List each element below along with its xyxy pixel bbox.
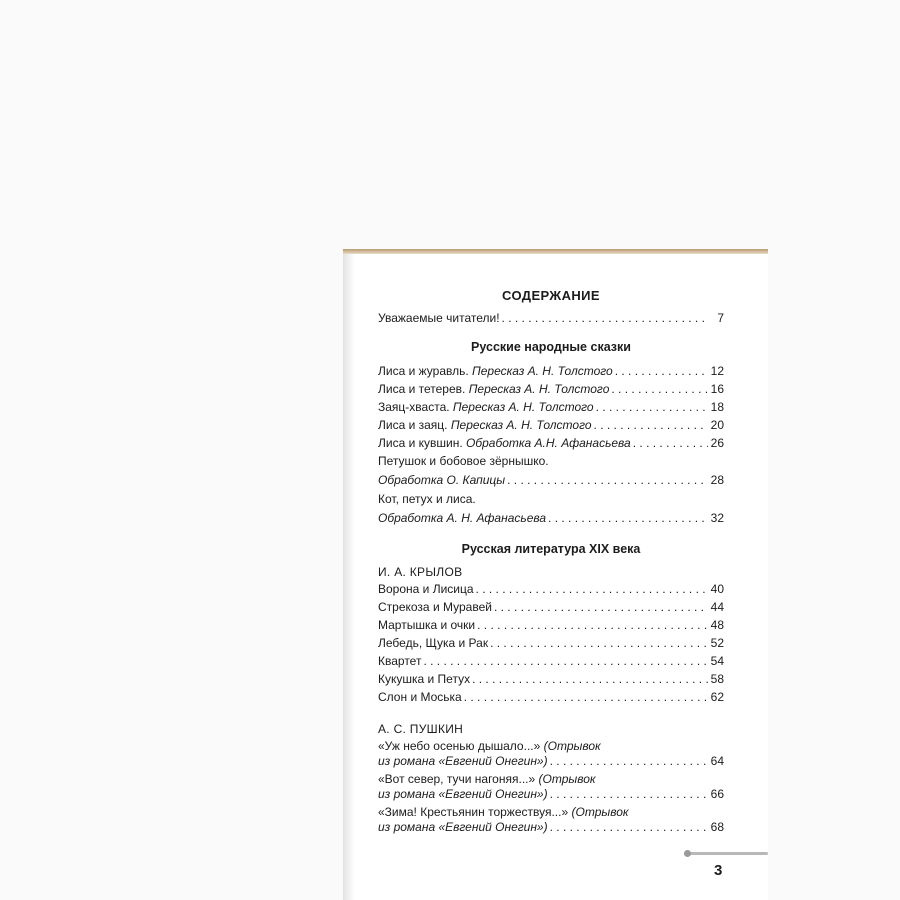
entry-page: 58 bbox=[710, 672, 724, 686]
entry-note: Пересказ А. Н. Толстого bbox=[472, 364, 613, 378]
entry-title: Мартышка и очки bbox=[378, 618, 476, 632]
entry-note: Обработка О. Капицы bbox=[378, 473, 506, 487]
entry-note: (Отрывок bbox=[571, 805, 629, 819]
leader-dots bbox=[472, 672, 708, 687]
leader-dots bbox=[477, 618, 708, 633]
entry-page: 44 bbox=[710, 600, 724, 614]
entry-page: 62 bbox=[710, 690, 724, 704]
entry-page: 12 bbox=[710, 364, 724, 378]
page-gutter-shadow bbox=[343, 254, 355, 900]
leader-dots bbox=[594, 418, 708, 433]
author-krylov: И. А. КРЫЛОВ bbox=[378, 565, 463, 579]
toc-entry bbox=[378, 690, 724, 705]
entry-title-line: Кот, петух и лиса. bbox=[378, 492, 476, 506]
entry-title: Уважаемые читатели! bbox=[378, 311, 500, 325]
entry-note: Пересказ А. Н. Толстого bbox=[452, 400, 594, 414]
toc-entry bbox=[378, 418, 724, 433]
entry-title: «Уж небо осенью дышало...» bbox=[378, 739, 541, 753]
leader-dots bbox=[550, 754, 708, 769]
leader-dots bbox=[548, 511, 708, 526]
entry-page: 26 bbox=[710, 436, 724, 450]
entry-page: 66 bbox=[710, 787, 724, 801]
page-top-edge bbox=[343, 249, 768, 254]
toc-entry bbox=[378, 754, 724, 769]
entry-page: 48 bbox=[710, 618, 724, 632]
entry-note: Обработка А.Н. Афанасьева bbox=[466, 436, 631, 450]
toc-entry bbox=[378, 400, 724, 415]
entry-title-line bbox=[378, 772, 724, 787]
entry-note: из романа «Евгений Онегин») bbox=[378, 787, 548, 801]
entry-page: 18 bbox=[710, 400, 724, 414]
leader-dots bbox=[476, 582, 708, 597]
leader-dots bbox=[550, 787, 708, 802]
entry-title: Заяц-хваста. bbox=[378, 400, 450, 414]
toc-entry bbox=[378, 787, 724, 802]
entry-title-line bbox=[378, 739, 724, 754]
leader-dots bbox=[494, 600, 708, 615]
leader-dots bbox=[550, 820, 708, 835]
entry-title: Лиса и тетерев. bbox=[378, 382, 466, 396]
entry-title: Кукушка и Петух bbox=[378, 672, 471, 686]
leader-dots bbox=[423, 654, 708, 669]
leader-dots bbox=[490, 636, 708, 651]
entry-title: Слон и Моська bbox=[378, 690, 462, 704]
entry-title: Лиса и кувшин. bbox=[378, 436, 463, 450]
entry-title: «Зима! Крестьянин торжествуя...» bbox=[378, 805, 569, 819]
entry-title-line bbox=[378, 805, 724, 820]
entry-note: из романа «Евгений Онегин») bbox=[378, 820, 548, 834]
entry-page: 28 bbox=[710, 473, 724, 487]
toc-entry bbox=[378, 600, 724, 615]
entry-page: 54 bbox=[710, 654, 724, 668]
entry-page: 68 bbox=[710, 820, 724, 834]
leader-dots bbox=[611, 382, 708, 397]
toc-entry bbox=[378, 382, 724, 397]
entry-page: 40 bbox=[710, 582, 724, 596]
leader-dots bbox=[502, 311, 708, 326]
table-of-contents bbox=[378, 284, 724, 835]
entry-page: 64 bbox=[710, 754, 724, 768]
toc-entry bbox=[378, 672, 724, 687]
entry-note: Пересказ А. Н. Толстого bbox=[450, 418, 592, 432]
entry-title: Стрекоза и Муравей bbox=[378, 600, 492, 614]
entry-note: (Отрывок bbox=[543, 739, 601, 753]
leader-dots bbox=[596, 400, 708, 415]
entry-page: 32 bbox=[710, 511, 724, 525]
toc-entry bbox=[378, 654, 724, 669]
entry-title: Квартет bbox=[378, 654, 422, 668]
entry-title: Лебедь, Щука и Рак bbox=[378, 636, 489, 650]
entry-note: Обработка А. Н. Афанасьева bbox=[378, 511, 547, 525]
toc-entry bbox=[378, 436, 724, 451]
entry-title: Лиса и журавль. bbox=[378, 364, 469, 378]
author-pushkin: А. С. ПУШКИН bbox=[378, 722, 464, 736]
entry-note: из романа «Евгений Онегин») bbox=[378, 754, 548, 768]
toc-entry bbox=[378, 364, 724, 379]
leader-dots bbox=[615, 364, 708, 379]
page-number: 3 bbox=[714, 862, 723, 879]
toc-entry bbox=[378, 473, 724, 488]
entry-title: Лиса и заяц. bbox=[378, 418, 448, 432]
entry-title: Ворона и Лисица bbox=[378, 582, 474, 596]
entry-page: 16 bbox=[710, 382, 724, 396]
entry-page: 20 bbox=[710, 418, 724, 432]
entry-note: (Отрывок bbox=[538, 772, 596, 786]
footer-dot bbox=[684, 850, 691, 857]
leader-dots bbox=[464, 690, 708, 705]
entry-title-line: Петушок и бобовое зёрнышко. bbox=[378, 454, 549, 468]
entry-title: «Вот север, тучи нагоняя...» bbox=[378, 772, 536, 786]
leader-dots bbox=[507, 473, 708, 488]
toc-entry-intro bbox=[378, 311, 724, 326]
toc-entry bbox=[378, 820, 724, 835]
entry-page: 7 bbox=[717, 311, 724, 325]
leader-dots bbox=[633, 436, 708, 451]
footer-rule bbox=[684, 852, 768, 855]
contents-title: СОДЕРЖАНИЕ bbox=[502, 288, 600, 303]
entry-note: Пересказ А. Н. Толстого bbox=[468, 382, 610, 396]
toc-entry bbox=[378, 636, 724, 651]
toc-entry bbox=[378, 582, 724, 597]
toc-entry bbox=[378, 511, 724, 526]
entry-page: 52 bbox=[710, 636, 724, 650]
section-title-folk-tales: Русские народные сказки bbox=[471, 340, 631, 354]
toc-entry bbox=[378, 618, 724, 633]
section-title-19th-century: Русская литература XIX века bbox=[461, 542, 641, 556]
